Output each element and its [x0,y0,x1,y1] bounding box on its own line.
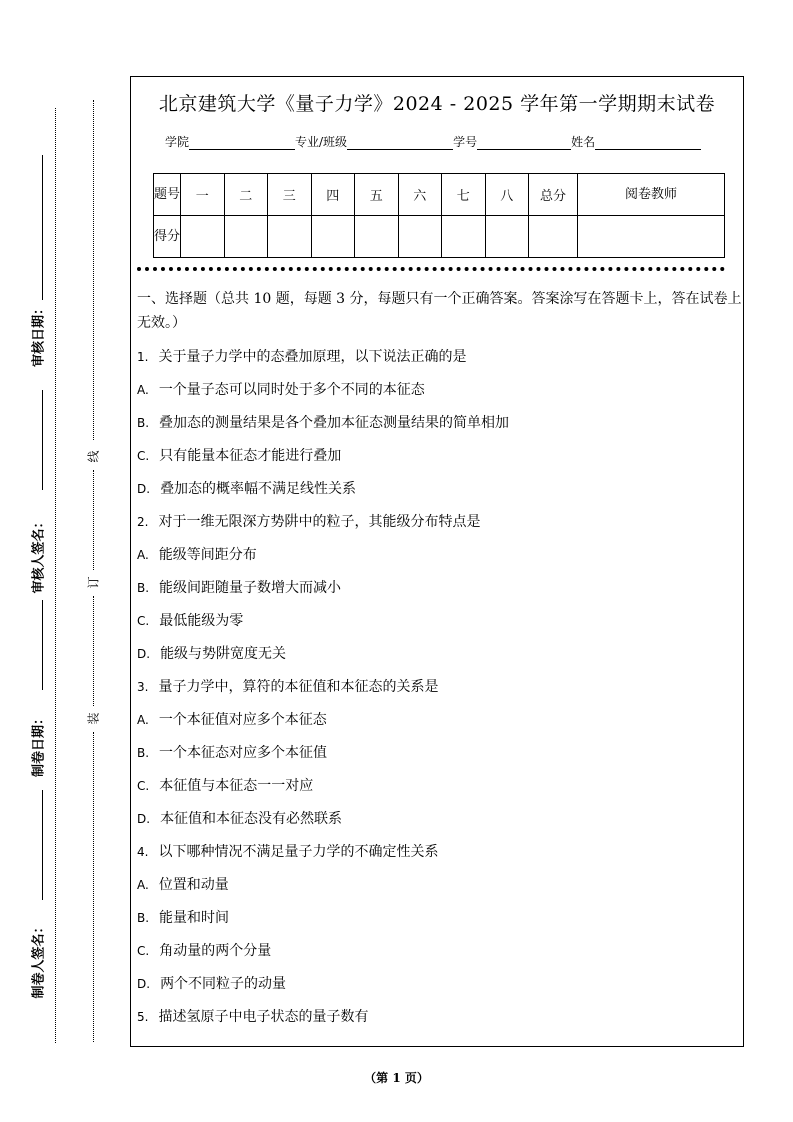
option-letter: D. [137,977,151,991]
option-letter: B. [137,911,150,925]
option-letter: D. [137,812,151,826]
answer-option [137,737,747,770]
question-text: 以下哪种情况不满足量子力学的不确定性关系 [158,844,439,860]
college-label: 学院 [165,135,190,149]
question-number-label: 题号 [154,174,181,216]
answer-option [137,374,747,407]
total-header: 总分 [529,174,578,216]
review-date-label: 审核日期： [31,301,47,367]
score-header: 三 [268,174,312,216]
option-letter: B. [137,746,150,760]
question-lines [137,341,747,1034]
question-number: 3. [137,680,149,694]
exam-frame [130,76,744,1047]
answer-option [137,572,747,605]
answer-option [137,704,747,737]
option-text: 角动量的两个分量 [159,943,272,959]
question-text: 描述氢原子中电子状态的量子数有 [158,1009,369,1025]
answer-option [137,440,747,473]
option-letter: C. [137,944,150,958]
score-header: 六 [398,174,442,216]
answer-option [137,770,747,803]
score-table [153,173,725,258]
option-letter: B. [137,581,150,595]
answer-option [137,638,747,671]
option-text: 位置和动量 [158,877,229,893]
option-text: 叠加态的测量结果是各个叠加本征态测量结果的简单相加 [159,415,510,431]
compile-date-label: 制卷日期： [31,711,47,777]
option-text: 能级与势阱宽度无关 [160,646,287,662]
score-header: 七 [442,174,486,216]
answer-option [137,473,747,506]
major-label: 专业/班级 [295,135,348,149]
score-table-score-row [154,216,725,258]
grader-header: 阅卷教师 [578,174,725,216]
score-header: 二 [224,174,268,216]
name-label: 姓名 [571,135,596,149]
binding-dotted-line [93,732,94,1042]
option-text: 只有能量本征态才能进行叠加 [159,448,342,464]
page-number: （第 1 页） [364,1071,429,1085]
option-letter: A. [137,713,149,727]
student-id-label: 学号 [453,135,478,149]
question-number: 2. [137,515,149,529]
option-text: 一个量子态可以同时处于多个不同的本征态 [158,382,425,398]
answer-option [137,902,747,935]
binding-dotted-line [93,596,94,706]
question-stem [137,1001,747,1034]
question-number: 4. [137,845,149,859]
answer-option [137,539,747,572]
option-letter: C. [137,779,150,793]
option-text: 最低能级为零 [159,613,244,629]
question-text: 量子力学中，算符的本征值和本征态的关系是 [158,679,439,695]
option-text: 本征值和本征态没有必然联系 [160,811,343,827]
option-letter: D. [137,482,151,496]
option-text: 能级等间距分布 [158,547,257,563]
exam-title: 北京建筑大学《量子力学》2024 - 2025 学年第一学期期末试卷 [158,93,716,115]
question-stem [137,341,747,374]
question-text: 对于一维无限深方势阱中的粒子，其能级分布特点是 [158,514,481,530]
score-header: 八 [485,174,529,216]
score-header: 五 [355,174,399,216]
option-text: 两个不同粒子的动量 [160,976,287,992]
binding-dotted-line [93,470,94,570]
option-text: 一个本征值对应多个本征态 [158,712,327,728]
question-number: 5. [137,1010,149,1024]
option-text: 叠加态的概率幅不满足线性关系 [160,481,357,497]
score-table-header-row [154,174,725,216]
student-id-field[interactable] [477,135,571,150]
option-text: 一个本征态对应多个本征值 [159,745,328,761]
question-stem [137,506,747,539]
answer-option [137,605,747,638]
option-text: 能量和时间 [159,910,230,926]
major-field[interactable] [347,135,453,150]
score-label: 得分 [154,216,181,258]
question-text: 关于量子力学中的态叠加原理，以下说法正确的是 [158,349,467,365]
score-cell[interactable] [311,216,355,258]
option-text: 本征值与本征态一一对应 [159,778,314,794]
sidebar-rule [42,600,43,690]
question-stem [137,836,747,869]
question-stem [137,671,747,704]
name-field[interactable] [595,135,701,150]
option-letter: A. [137,548,149,562]
compiler-signature-label: 制卷人签名： [31,920,47,999]
sidebar-dotted-line [55,108,56,1043]
question-body [137,287,747,1034]
binding-char-staple: 订 [86,576,101,589]
score-header: 一 [181,174,225,216]
option-text: 能级间距随量子数增大而减小 [159,580,342,596]
answer-option [137,935,747,968]
section-heading: 一、选择题（总共 10 题，每题 3 分，每题只有一个正确答案。答案涂写在答题卡上，答在试卷上无效。） [137,291,742,331]
reviewer-signature-label: 审核人签名： [31,515,47,594]
total-score-cell[interactable] [529,216,578,258]
student-info-row [165,133,723,150]
score-header: 四 [311,174,355,216]
answer-option [137,968,747,1001]
sidebar-rule [42,790,43,900]
sidebar-rule [42,390,43,490]
answer-option [137,803,747,836]
grader-cell[interactable] [578,216,725,258]
score-cell[interactable] [355,216,399,258]
option-letter: B. [137,416,150,430]
option-letter: A. [137,383,149,397]
option-letter: D. [137,647,151,661]
question-number: 1. [137,350,149,364]
answer-option [137,407,747,440]
binding-char-line: 线 [86,450,101,463]
sidebar-rule [42,155,43,300]
binding-dotted-line [93,100,94,440]
score-cell[interactable] [268,216,312,258]
option-letter: C. [137,449,150,463]
score-cell[interactable] [485,216,529,258]
option-letter: C. [137,614,150,628]
score-cell[interactable] [181,216,225,258]
answer-option [137,869,747,902]
score-cell[interactable] [442,216,486,258]
score-cell[interactable] [224,216,268,258]
college-field[interactable] [189,135,295,150]
section-divider [137,267,725,271]
option-letter: A. [137,878,149,892]
score-cell[interactable] [398,216,442,258]
binding-char-bind: 装 [86,712,101,725]
